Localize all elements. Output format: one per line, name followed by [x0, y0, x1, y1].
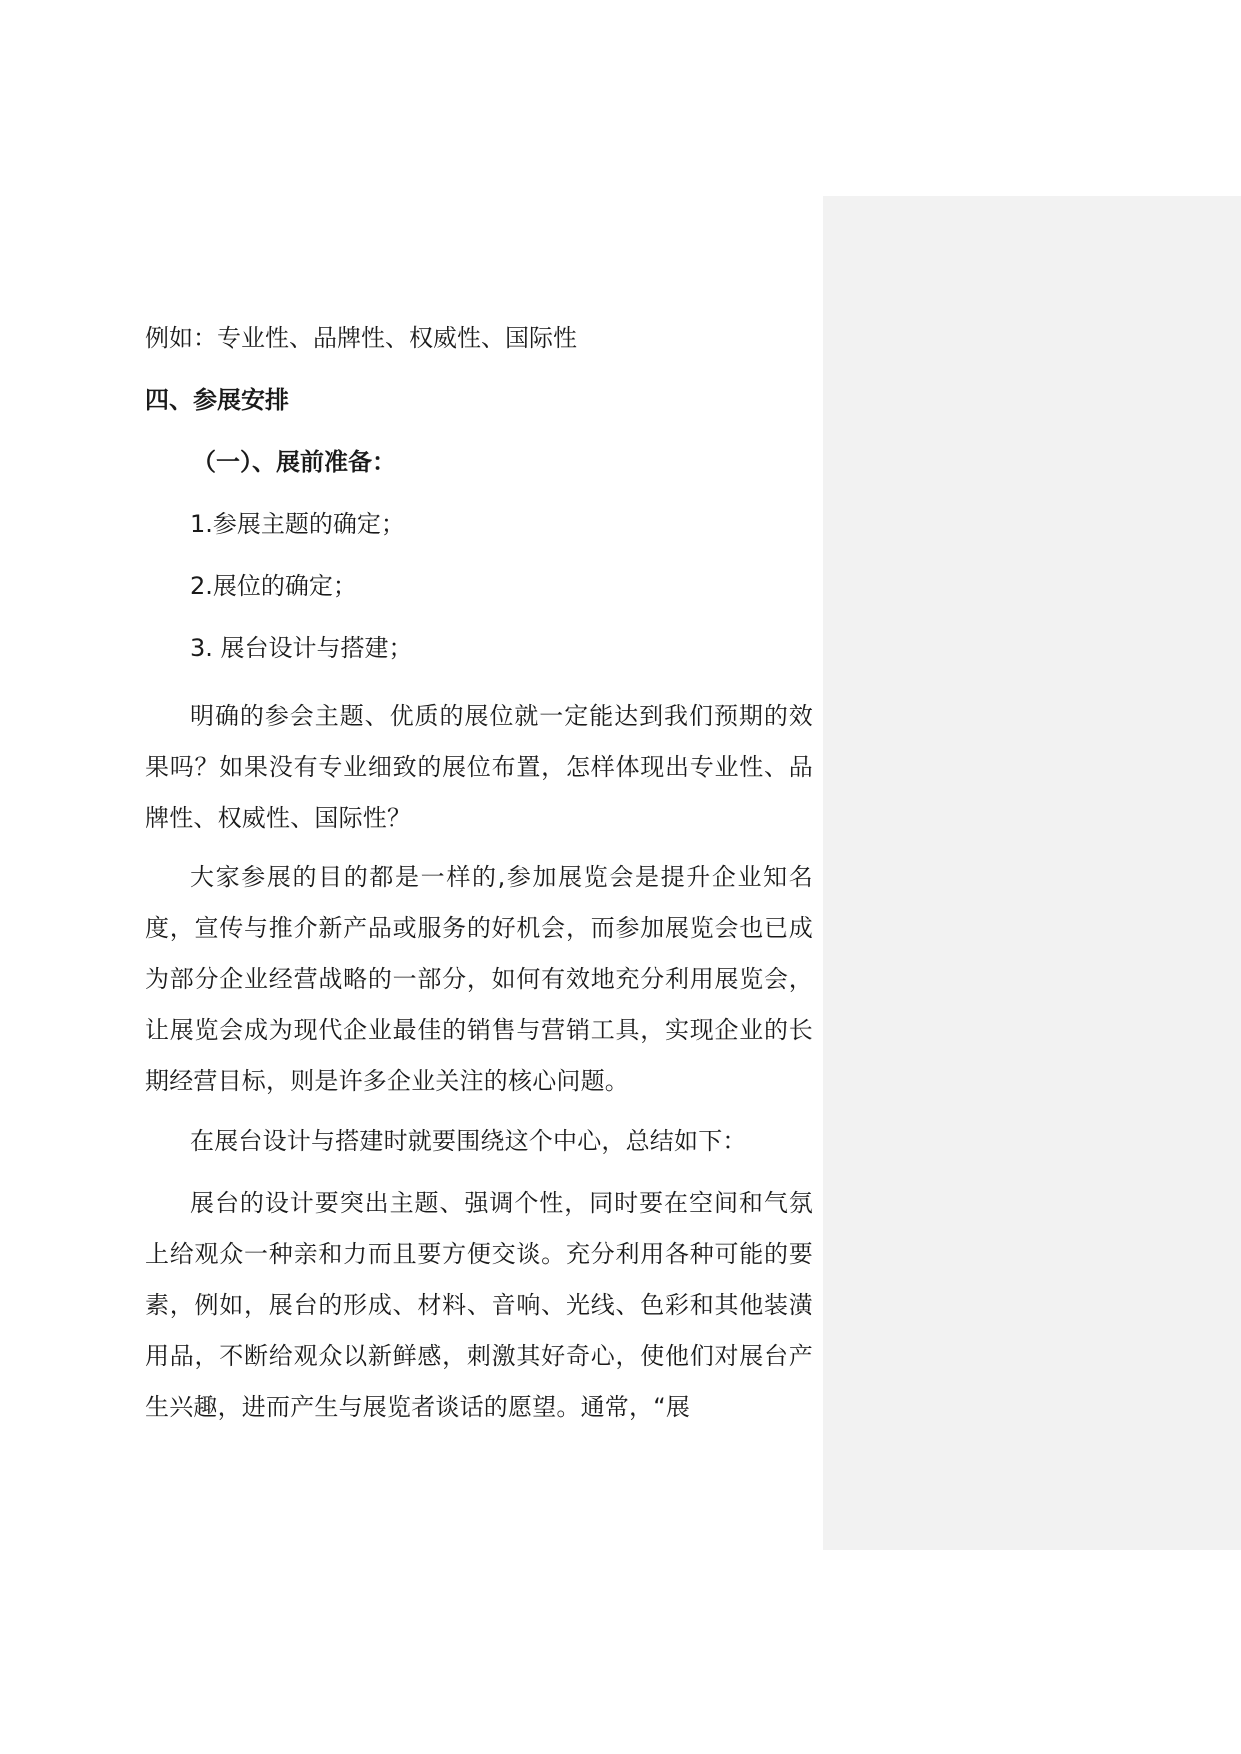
body-paragraph: 明确的参会主题、优质的展位就一定能达到我们预期的效果吗？如果没有专业细致的展位布置，怎样体现出专业性、品牌性、权威性、国际性？ [145, 702, 813, 832]
body-paragraph: 大家参展的目的都是一样的,参加展览会是提升企业知名度，宣传与推介新产品或服务的好机会，而参加展览会也已成为部分企业经营战略的一部分，如何有效地充分利用展览会，让展览会成为现代企业最佳的销售与营销工具，实现企业的长期经营目标，则是许多企业关注的核心问题。 [145, 863, 813, 1095]
list-item: 3. 展台设计与搭建； [190, 634, 413, 662]
subsection-heading: （一）、展前准备： [192, 448, 396, 476]
intro-line: 例如：专业性、品牌性、权威性、国际性 [145, 324, 577, 352]
body-paragraph: 展台的设计要突出主题、强调个性，同时要在空间和气氛上给观众一种亲和力而且要方便交谈。充分利用各种可能的要素，例如，展台的形成、材料、音响、光线、色彩和其他装潢用品，不断给观众以新鲜感，刺激其好奇心，使他们对展台产生兴趣，进而产生与展览者谈话的愿望。通常，“展 [145, 1189, 813, 1421]
comment-margin-panel [823, 196, 1241, 1550]
list-item: 1.参展主题的确定； [190, 510, 405, 538]
section-heading: 四、参展安排 [145, 386, 289, 414]
list-item: 2.展位的确定； [190, 572, 357, 600]
body-paragraph: 在展台设计与搭建时就要围绕这个中心，总结如下： [190, 1127, 747, 1155]
